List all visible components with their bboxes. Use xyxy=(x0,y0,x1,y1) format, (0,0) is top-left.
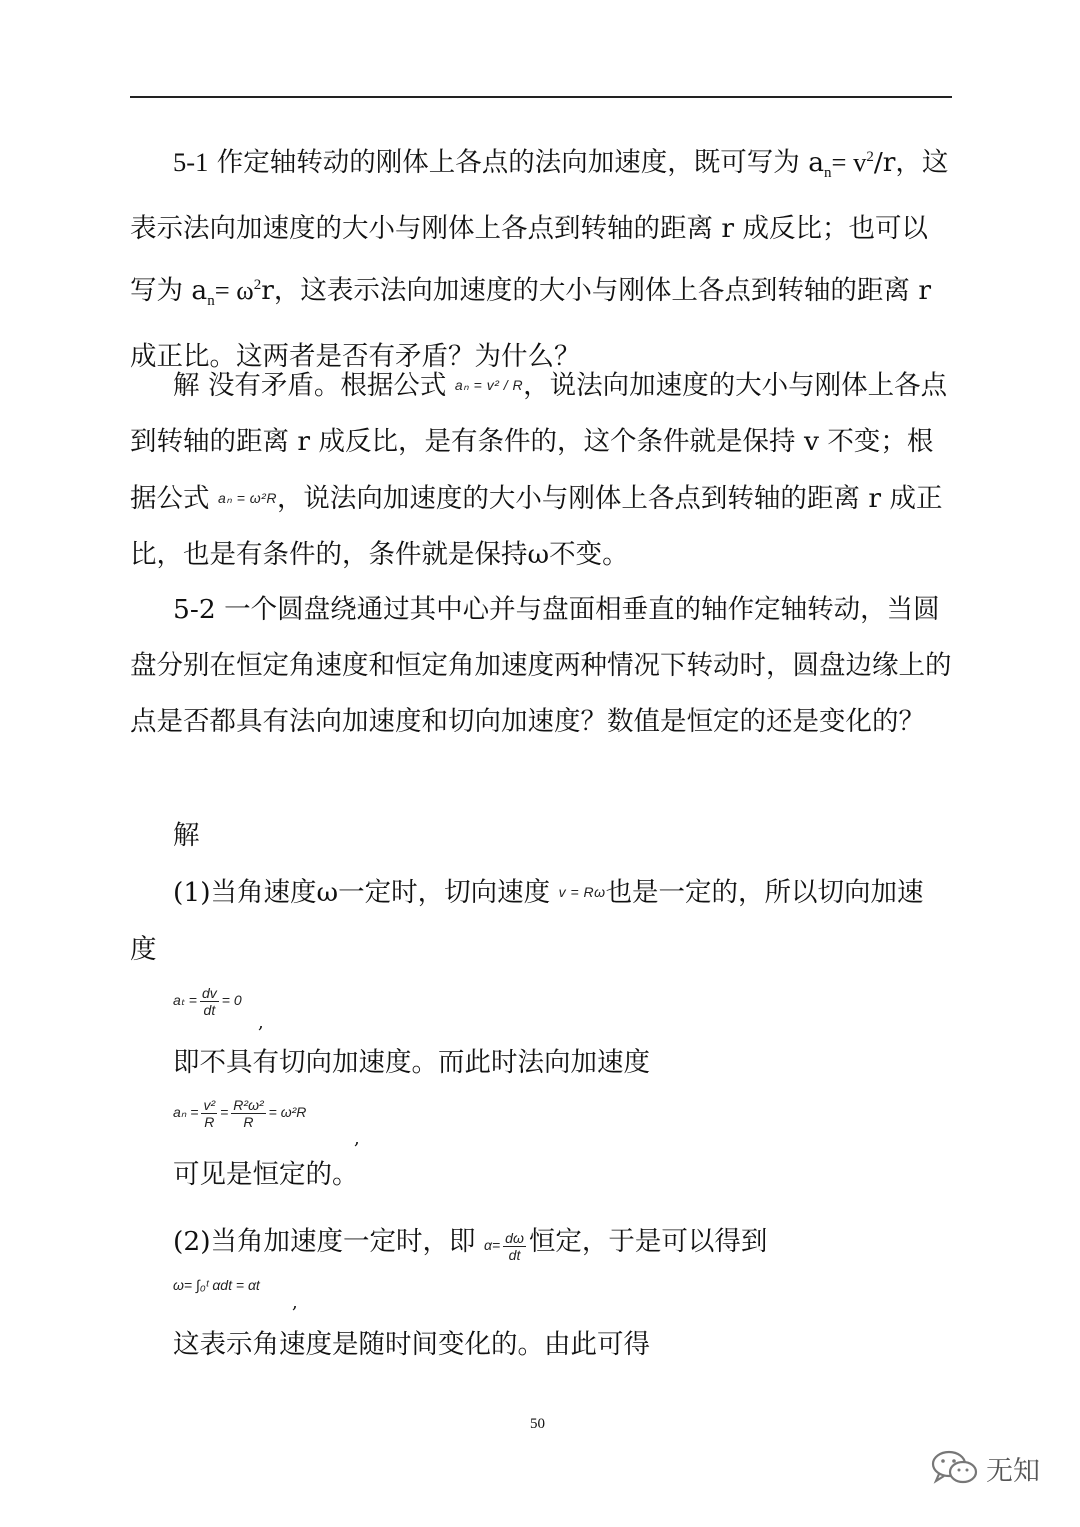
formula-an-omega2-r: aₙ = ω²R xyxy=(217,490,277,506)
comma-1: , xyxy=(258,1012,264,1033)
formula-at-zero: aₜ = $\frac{dv}{dt}$ = 0 xyxy=(173,985,242,1018)
case-1-line: (1)当角速度ω一定时，切向速度 v = Rω也是一定的，所以切向加速 xyxy=(173,877,924,908)
question-5-2: 5-2 一个圆盘绕通过其中心并与盘面相垂直的轴作定轴转动，当圆盘分别在恒定角速度和恒定角加速度两种情况下转动时，圆盘边缘上的点是否都具有法向加速度和切向加速度？数值是恒定的还是变化的？ xyxy=(130,594,952,737)
no-tangential-line: 即不具有切向加速度。而此时法向加速度 xyxy=(173,1047,650,1078)
case-2-line: (2)当角加速度一定时，即 α= $\frac{d\omega}{dt}$ 恒定，于是可以得到 xyxy=(173,1222,767,1265)
watermark-text: 无知 xyxy=(986,1455,1040,1487)
watermark xyxy=(930,1448,1040,1488)
formula-an-v2-r: aₙ = v² / R xyxy=(454,377,524,393)
varies-line: 这表示角速度是随时间变化的。由此可得 xyxy=(173,1329,650,1360)
comma-3: , xyxy=(292,1292,298,1313)
question-number: 5-1 xyxy=(173,146,209,177)
constant-line: 可见是恒定的。 xyxy=(173,1159,359,1190)
formula-v-r-omega: v = Rω xyxy=(558,884,606,900)
formula-alpha: α= $\frac{d\omega}{dt}$ xyxy=(483,1229,524,1263)
header-rule xyxy=(130,96,952,98)
formula-an-constant: aₙ = $\frac{\text{v²}}{R}$ = $\frac{\text{R²ω²}}{R}$ = ω²R xyxy=(173,1097,307,1130)
comma-2: , xyxy=(354,1128,360,1149)
answer-5-1: 解 没有矛盾。根据公式 aₙ = v² / R，说法向加速度的大小与刚体上各点到转轴的距离 r 成反比，是有条件的，这个条件就是保持 v 不变；根据公式 aₙ = ω²R，说法向加速度的大小与刚体上各点到转轴的距离 r 成正比，也是有条件的，条件就是保持ω不变。 xyxy=(130,370,948,570)
case-1-wrap: 度 xyxy=(130,934,157,965)
question-5-1: 5-1 作定轴转动的刚体上各点的法向加速度，既可写为 $a_n= v^2/r$，这表示法向加速度的大小与刚体上各点到转轴的距离 r 成反比；也可以写为 $a_n= \omega^2r$，这表示法向加速度的大小与刚体上各点到转轴的距离 r 成正比。这两者是否有矛盾？为什么？ xyxy=(130,146,949,373)
wechat-icon xyxy=(930,1448,980,1488)
answer-lead: 解 xyxy=(173,820,200,851)
formula-omega-integral: ω= ∫₀ᵗ αdt = αt xyxy=(173,1277,260,1293)
page-number: 50 xyxy=(530,1416,545,1432)
